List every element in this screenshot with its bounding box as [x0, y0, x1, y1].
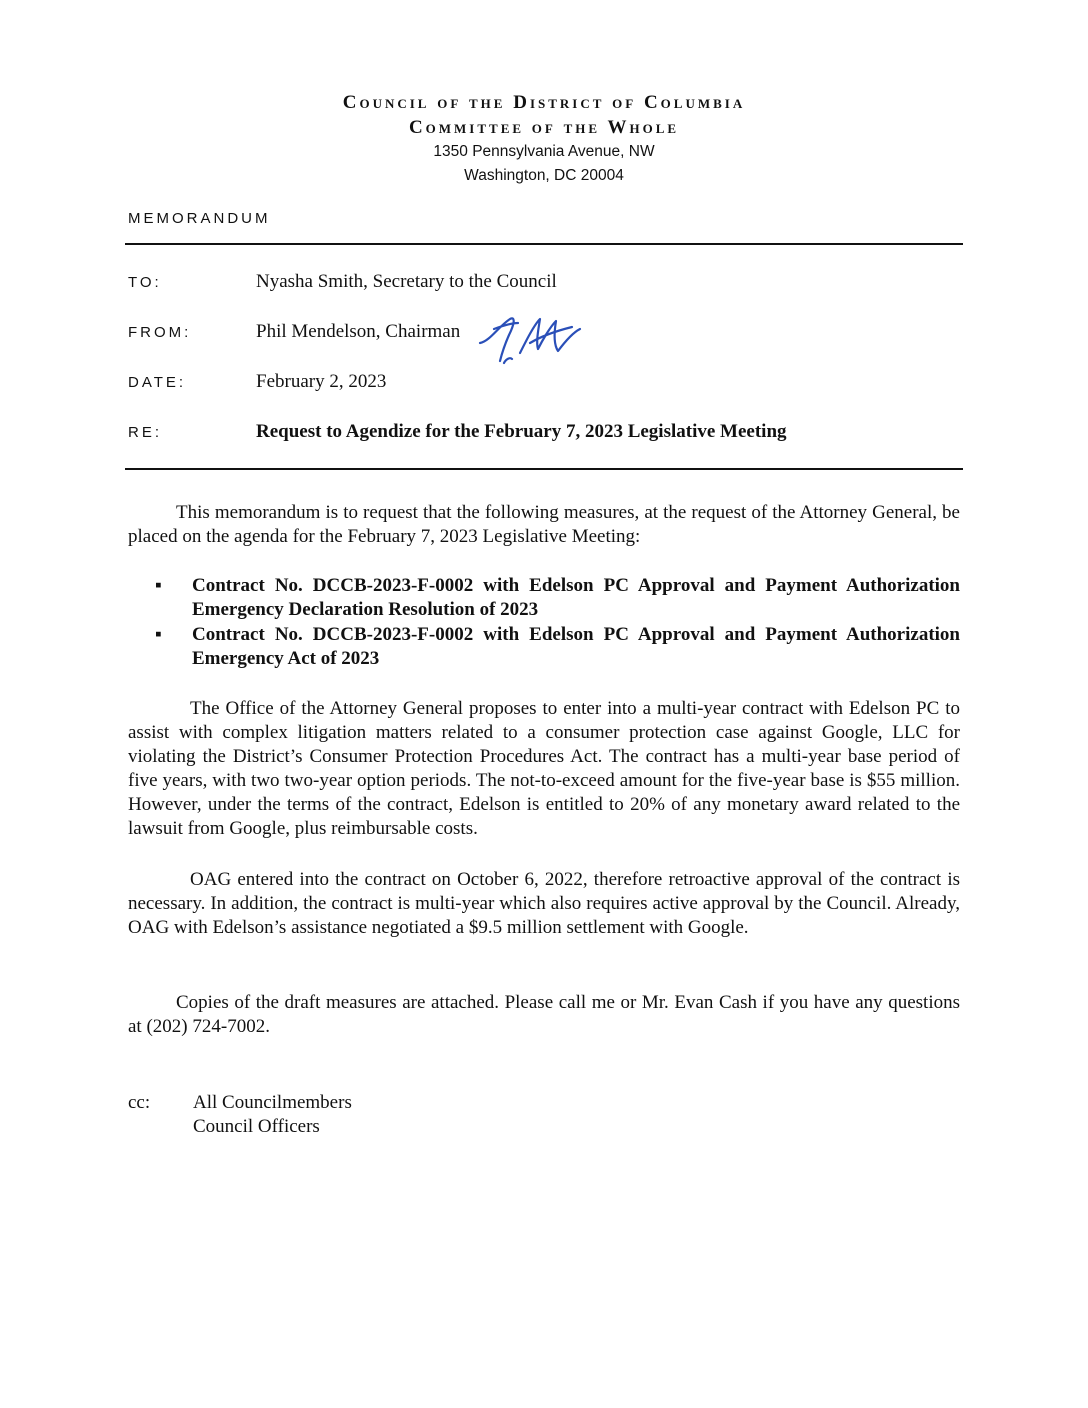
from-label: FROM: — [128, 324, 192, 341]
header-date-row — [128, 371, 963, 397]
measure-title: Contract No. DCCB-2023-F-0002 with Edelson PC Approval and Payment Authorization Emergency Declaration Resolution of 2023 — [192, 575, 960, 620]
letterhead-org-name: Council of the District of Columbia — [342, 92, 746, 113]
letterhead — [0, 90, 1088, 188]
bullet-icon: ▪ — [155, 575, 162, 596]
cc-recipient: Council Officers — [193, 1116, 320, 1137]
date-value: February 2, 2023 — [256, 371, 387, 392]
bullet-icon: ▪ — [155, 624, 162, 645]
letterhead-address-street: 1350 Pennsylvania Avenue, NW — [433, 143, 655, 160]
to-label: TO: — [128, 274, 162, 291]
approval-paragraph: OAG entered into the contract on October 6, 2022, therefore retroactive approval of the contract is necessary. In addition, the contract is multi-year which also requires active approval by the Council. Already, OAG with Edelson’s assistance negotiated a $9.5 million settlement with Google. — [128, 869, 960, 938]
letterhead-address-city: Washington, DC 20004 — [464, 167, 624, 184]
header-re-row — [128, 421, 963, 447]
measure-title: Contract No. DCCB-2023-F-0002 with Edelson PC Approval and Payment Authorization Emergency Act of 2023 — [192, 624, 960, 669]
memorandum-label: MEMORANDUM — [128, 210, 271, 227]
letterhead-committee-name: Committee of the Whole — [408, 117, 680, 138]
re-label: RE: — [128, 424, 163, 441]
to-value: Nyasha Smith, Secretary to the Council — [256, 271, 557, 292]
from-value: Phil Mendelson, Chairman — [256, 321, 461, 342]
date-label: DATE: — [128, 374, 187, 391]
intro-paragraph: This memorandum is to request that the following measures, at the request of the Attorney General, be placed on the agenda for the February 7, 2023 Legislative Meeting: — [128, 502, 960, 547]
cc-label: cc: — [128, 1092, 151, 1113]
chairman-signature — [476, 313, 586, 369]
measure-item — [155, 574, 960, 622]
closing-paragraph: Copies of the draft measures are attached. Please call me or Mr. Evan Cash if you have any questions at (202) 724-7002. — [128, 992, 960, 1037]
header-to-row — [128, 271, 963, 297]
measure-item — [155, 623, 960, 671]
measures-list — [155, 574, 960, 672]
cc-recipients — [193, 1091, 352, 1139]
re-subject: Request to Agendize for the February 7, 2023 Legislative Meeting — [256, 421, 787, 442]
contract-paragraph: The Office of the Attorney General proposes to enter into a multi-year contract with Edelson PC to assist with complex litigation matters related to a consumer protection case against Google, LLC for violating the District’s Consumer Protection Procedures Act. The contract has a multi-year base period of five years, with two two-year option periods. The not-to-exceed amount for the five-year base is $55 million. However, under the terms of the contract, Edelson is entitled to 20% of any monetary award related to the lawsuit from Google, plus reimbursable costs. — [128, 698, 960, 839]
header-bottom-rule — [125, 468, 963, 470]
cc-recipient: All Councilmembers — [193, 1092, 352, 1113]
header-top-rule — [125, 243, 963, 245]
